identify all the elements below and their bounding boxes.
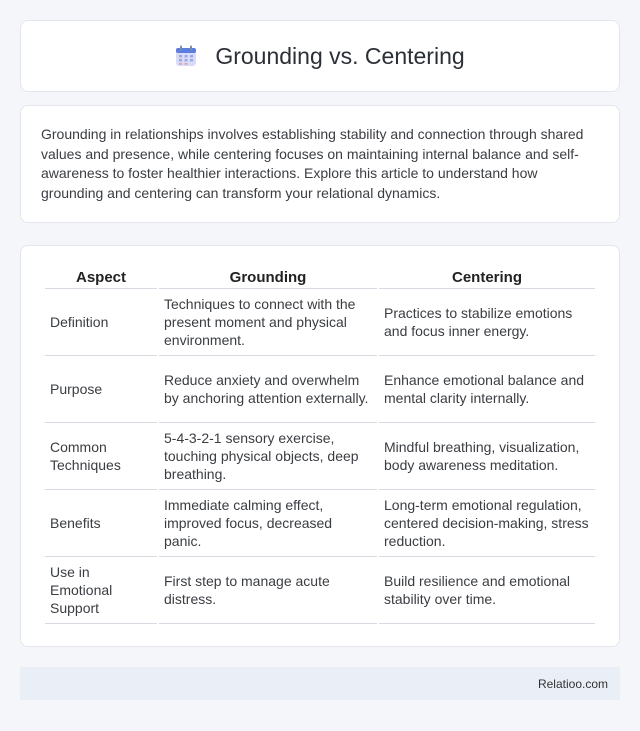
cell-centering: Mindful breathing, visualization, body awareness meditation. xyxy=(379,423,595,490)
cell-aspect: Common Techniques xyxy=(45,423,157,490)
cell-centering: Practices to stabilize emotions and focus inner energy. xyxy=(379,289,595,356)
cell-aspect: Use in Emotional Support xyxy=(45,557,157,624)
footer xyxy=(20,667,620,700)
footer-brand[interactable]: Relatioo.com xyxy=(537,676,608,691)
cell-grounding: Reduce anxiety and overwhelm by anchoring attention externally. xyxy=(159,356,377,423)
cell-grounding: Immediate calming effect, improved focus, decreased panic. xyxy=(159,490,377,557)
header-grounding: Grounding xyxy=(159,266,377,289)
cell-centering: Long-term emotional regulation, centered decision-making, stress reduction. xyxy=(379,490,595,557)
header-aspect: Aspect xyxy=(45,266,157,289)
header-centering: Centering xyxy=(379,266,595,289)
cell-aspect: Purpose xyxy=(45,356,157,423)
title-card xyxy=(20,20,620,92)
intro-paragraph: Grounding in relationships involves establishing stability and connection through shared values and presence, while centering focuses on maintaining internal balance and self-awareness to foster healthier interactions. Explore this article to understand how grounding and centering can transform your relational dynamics. xyxy=(41,126,584,201)
cell-grounding: First step to manage acute distress. xyxy=(159,557,377,624)
intro-card xyxy=(20,105,620,223)
table-header-row xyxy=(45,266,595,289)
table-row xyxy=(45,423,595,490)
cell-centering: Enhance emotional balance and mental clarity internally. xyxy=(379,356,595,423)
comparison-table xyxy=(43,266,597,624)
page-title xyxy=(175,43,464,70)
table-row xyxy=(45,356,595,423)
table-row xyxy=(45,289,595,356)
cell-centering: Build resilience and emotional stability over time. xyxy=(379,557,595,624)
cell-grounding: 5-4-3-2-1 sensory exercise, touching physical objects, deep breathing. xyxy=(159,423,377,490)
page-title-text: Grounding vs. Centering xyxy=(215,42,465,69)
cell-aspect: Definition xyxy=(45,289,157,356)
table-row xyxy=(45,490,595,557)
cell-grounding: Techniques to connect with the present moment and physical environment. xyxy=(159,289,377,356)
table-row xyxy=(45,557,595,624)
comparison-table-card xyxy=(20,245,620,647)
calendar-icon xyxy=(175,45,197,67)
cell-aspect: Benefits xyxy=(45,490,157,557)
